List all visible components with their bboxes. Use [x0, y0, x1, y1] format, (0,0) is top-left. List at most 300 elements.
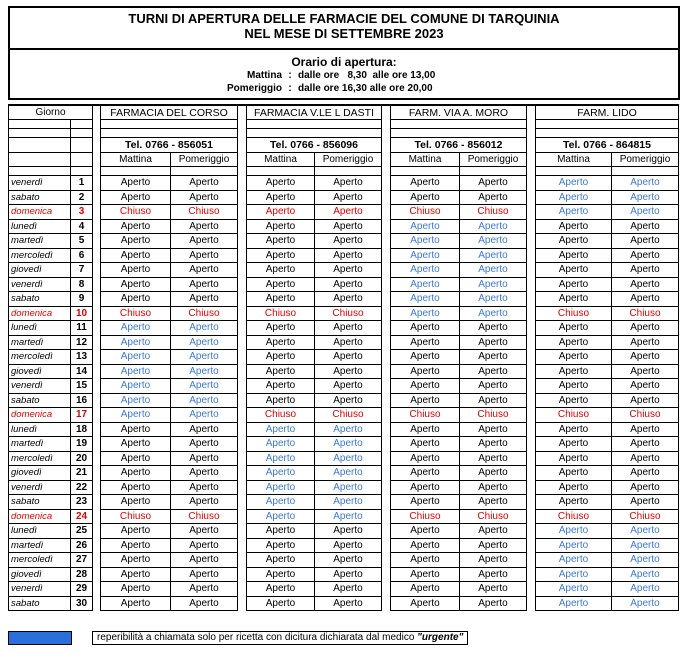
afternoon-status: Aperto	[315, 466, 382, 481]
column-gap	[93, 408, 101, 423]
day-number: 19	[71, 437, 93, 452]
morning-status: Chiuso	[101, 306, 171, 321]
day-number: 16	[71, 393, 93, 408]
day-row	[9, 205, 679, 220]
day-row	[9, 350, 679, 365]
column-gap	[382, 248, 391, 263]
column-gap	[238, 350, 247, 365]
morning-status: Aperto	[391, 248, 460, 263]
weekday: venerdì	[9, 277, 71, 292]
morning-status: Aperto	[247, 263, 315, 278]
afternoon-status: Aperto	[171, 393, 238, 408]
day-row	[9, 393, 679, 408]
day-row	[9, 176, 679, 191]
afternoon-status: Aperto	[460, 466, 527, 481]
morning-status: Aperto	[101, 219, 171, 234]
column-gap	[382, 152, 391, 167]
morning-status: Aperto	[247, 219, 315, 234]
afternoon-status: Aperto	[315, 234, 382, 249]
spacer-cell	[9, 120, 71, 129]
morning-status: Aperto	[101, 495, 171, 510]
morning-status: Aperto	[536, 205, 612, 220]
morning-status: Aperto	[391, 567, 460, 582]
weekday: mercoledì	[9, 451, 71, 466]
column-gap	[93, 509, 101, 524]
afternoon-status: Aperto	[612, 321, 679, 336]
separator: :	[288, 83, 292, 94]
afternoon-status: Aperto	[612, 335, 679, 350]
column-gap	[93, 263, 101, 278]
morning-status: Aperto	[391, 538, 460, 553]
column-gap	[93, 138, 101, 153]
afternoon-status: Aperto	[315, 553, 382, 568]
afternoon-status: Aperto	[315, 538, 382, 553]
spacer-cell	[315, 167, 382, 176]
column-gap	[527, 292, 536, 307]
weekday: giovedì	[9, 263, 71, 278]
column-gap	[382, 205, 391, 220]
day-number: 18	[71, 422, 93, 437]
afternoon-status: Aperto	[315, 248, 382, 263]
column-gap	[382, 480, 391, 495]
pharmacy-name-4: FARM. LIDO	[536, 105, 679, 120]
afternoon-status: Aperto	[612, 248, 679, 263]
afternoon-status: Aperto	[315, 364, 382, 379]
morning-status: Aperto	[391, 263, 460, 278]
morning-status: Aperto	[536, 553, 612, 568]
morning-status: Aperto	[391, 292, 460, 307]
afternoon-status: Aperto	[612, 524, 679, 539]
column-gap	[527, 350, 536, 365]
column-gap	[93, 524, 101, 539]
morning-status: Aperto	[247, 524, 315, 539]
column-gap	[527, 321, 536, 336]
column-gap	[238, 582, 247, 597]
morning-status: Aperto	[391, 350, 460, 365]
morning-status: Aperto	[391, 553, 460, 568]
morning-status: Aperto	[536, 335, 612, 350]
afternoon-status: Aperto	[612, 567, 679, 582]
afternoon-status: Aperto	[315, 596, 382, 611]
afternoon-status: Aperto	[612, 393, 679, 408]
column-gap	[527, 524, 536, 539]
weekday: mercoledì	[9, 553, 71, 568]
afternoon-status: Aperto	[612, 596, 679, 611]
afternoon-status: Aperto	[315, 277, 382, 292]
afternoon-status: Aperto	[315, 495, 382, 510]
afternoon-status: Aperto	[612, 422, 679, 437]
afternoon-status: Aperto	[315, 393, 382, 408]
afternoon-status: Aperto	[171, 582, 238, 597]
weekday: lunedì	[9, 524, 71, 539]
weekday: giovedì	[9, 466, 71, 481]
afternoon-status: Aperto	[612, 176, 679, 191]
column-gap	[93, 495, 101, 510]
morning-status: Aperto	[247, 451, 315, 466]
afternoon-status: Chiuso	[171, 306, 238, 321]
morning-status: Aperto	[391, 466, 460, 481]
weekday: lunedì	[9, 422, 71, 437]
weekday: venerdì	[9, 176, 71, 191]
morning-status: Aperto	[247, 480, 315, 495]
day-number: 8	[71, 277, 93, 292]
afternoon-status: Aperto	[460, 306, 527, 321]
weekday: giovedì	[9, 567, 71, 582]
column-gap	[527, 263, 536, 278]
column-gap	[238, 553, 247, 568]
day-row	[9, 538, 679, 553]
day-row	[9, 234, 679, 249]
column-gap	[527, 437, 536, 452]
spacer-cell	[101, 120, 238, 129]
morning-status: Aperto	[101, 582, 171, 597]
day-row	[9, 277, 679, 292]
afternoon-status: Aperto	[460, 422, 527, 437]
day-number: 2	[71, 190, 93, 205]
column-gap	[382, 321, 391, 336]
afternoon-status: Aperto	[460, 538, 527, 553]
column-gap	[238, 190, 247, 205]
column-gap	[382, 129, 391, 138]
column-gap	[238, 167, 247, 176]
morning-status: Aperto	[536, 321, 612, 336]
afternoon-status: Aperto	[171, 451, 238, 466]
weekday: martedì	[9, 234, 71, 249]
pharmacy-name-3: FARM. VIA A. MORO	[391, 105, 527, 120]
morning-status: Aperto	[101, 350, 171, 365]
afternoon-status: Aperto	[612, 277, 679, 292]
pharmacy-tel-4: Tel. 0766 - 864815	[536, 138, 679, 153]
column-gap	[527, 466, 536, 481]
morning-status: Aperto	[101, 292, 171, 307]
spacer-cell	[536, 129, 679, 138]
morning-status: Aperto	[536, 495, 612, 510]
day-row	[9, 437, 679, 452]
column-gap	[93, 105, 101, 120]
day-number: 5	[71, 234, 93, 249]
morning-status: Aperto	[536, 538, 612, 553]
morning-status: Chiuso	[247, 408, 315, 423]
column-gap	[93, 335, 101, 350]
day-number: 4	[71, 219, 93, 234]
afternoon-status: Chiuso	[315, 306, 382, 321]
column-gap	[238, 480, 247, 495]
morning-status: Aperto	[536, 596, 612, 611]
pharmacy-tel-3: Tel. 0766 - 856012	[391, 138, 527, 153]
afternoon-status: Aperto	[612, 364, 679, 379]
afternoon-status: Aperto	[315, 190, 382, 205]
afternoon-status: Chiuso	[460, 205, 527, 220]
schedule-table	[8, 104, 679, 611]
column-gap	[238, 321, 247, 336]
column-gap	[238, 596, 247, 611]
column-gap	[238, 466, 247, 481]
morning-status: Aperto	[536, 466, 612, 481]
column-gap	[527, 538, 536, 553]
day-row	[9, 263, 679, 278]
separator: :	[288, 70, 292, 81]
day-row	[9, 451, 679, 466]
morning-status: Aperto	[101, 364, 171, 379]
afternoon-status: Aperto	[460, 350, 527, 365]
weekday: lunedì	[9, 321, 71, 336]
column-gap	[527, 335, 536, 350]
day-column-header: Giorno	[9, 105, 93, 120]
day-row	[9, 480, 679, 495]
column-gap	[382, 167, 391, 176]
column-gap	[93, 176, 101, 191]
morning-status: Aperto	[391, 364, 460, 379]
afternoon-status: Aperto	[460, 451, 527, 466]
morning-status: Aperto	[536, 277, 612, 292]
afternoon-status: Chiuso	[460, 509, 527, 524]
morning-status: Aperto	[101, 277, 171, 292]
spacer-cell	[460, 167, 527, 176]
afternoon-status: Aperto	[460, 524, 527, 539]
column-gap	[382, 582, 391, 597]
column-gap	[238, 248, 247, 263]
spacer-cell	[9, 138, 71, 153]
morning-status: Aperto	[101, 422, 171, 437]
column-gap	[93, 234, 101, 249]
column-gap	[93, 190, 101, 205]
afternoon-status: Aperto	[171, 466, 238, 481]
morning-status: Chiuso	[536, 306, 612, 321]
afternoon-status: Aperto	[460, 596, 527, 611]
day-number: 14	[71, 364, 93, 379]
weekday: lunedì	[9, 219, 71, 234]
spacer-cell	[391, 120, 527, 129]
afternoon-status: Aperto	[171, 350, 238, 365]
column-gap	[527, 306, 536, 321]
pharmacy-name-1: FARMACIA DEL CORSO	[101, 105, 238, 120]
morning-status: Aperto	[101, 176, 171, 191]
legend-swatch	[8, 631, 72, 645]
spacer-cell	[9, 167, 71, 176]
morning-status: Aperto	[247, 379, 315, 394]
morning-status: Aperto	[391, 437, 460, 452]
column-gap	[93, 596, 101, 611]
morning-status: Chiuso	[536, 408, 612, 423]
afternoon-status: Aperto	[315, 582, 382, 597]
afternoon-status: Aperto	[171, 553, 238, 568]
afternoon-status: Chiuso	[171, 509, 238, 524]
column-gap	[382, 105, 391, 120]
column-gap	[93, 567, 101, 582]
spacer-cell	[247, 120, 382, 129]
afternoon-status: Aperto	[612, 379, 679, 394]
spacer-cell	[391, 167, 460, 176]
day-row	[9, 466, 679, 481]
morning-status: Aperto	[247, 350, 315, 365]
morning-status: Aperto	[101, 466, 171, 481]
spacer-cell	[71, 152, 93, 167]
morning-status: Aperto	[391, 480, 460, 495]
spacer-cell	[536, 120, 679, 129]
column-gap	[527, 205, 536, 220]
day-number: 15	[71, 379, 93, 394]
afternoon-label: Pomeriggio	[226, 83, 282, 94]
spacer-cell	[247, 129, 382, 138]
morning-header: Mattina	[391, 152, 460, 167]
column-gap	[527, 167, 536, 176]
morning-status: Aperto	[101, 234, 171, 249]
spacer-cell	[171, 167, 238, 176]
morning-status: Aperto	[247, 393, 315, 408]
opening-hours-box	[8, 50, 680, 100]
day-row	[9, 567, 679, 582]
weekday: mercoledì	[9, 350, 71, 365]
day-row	[9, 495, 679, 510]
column-gap	[527, 190, 536, 205]
morning-status: Aperto	[536, 248, 612, 263]
weekday: mercoledì	[9, 248, 71, 263]
column-gap	[527, 553, 536, 568]
pharmacy-schedule-page	[8, 6, 680, 650]
afternoon-status: Aperto	[612, 292, 679, 307]
morning-status: Aperto	[101, 524, 171, 539]
morning-status: Aperto	[247, 538, 315, 553]
title-box	[8, 6, 680, 50]
day-number: 27	[71, 553, 93, 568]
column-gap	[382, 219, 391, 234]
column-gap	[382, 176, 391, 191]
afternoon-status: Aperto	[612, 553, 679, 568]
day-number: 10	[71, 306, 93, 321]
column-gap	[238, 451, 247, 466]
afternoon-status: Aperto	[612, 190, 679, 205]
column-gap	[93, 350, 101, 365]
afternoon-status: Aperto	[612, 451, 679, 466]
morning-status: Aperto	[247, 190, 315, 205]
column-gap	[527, 120, 536, 129]
day-row	[9, 190, 679, 205]
afternoon-status: Aperto	[460, 379, 527, 394]
column-gap	[527, 509, 536, 524]
morning-status: Aperto	[247, 495, 315, 510]
day-row	[9, 524, 679, 539]
column-gap	[382, 263, 391, 278]
column-gap	[238, 105, 247, 120]
spacer-cell	[101, 167, 171, 176]
column-gap	[93, 466, 101, 481]
column-gap	[93, 451, 101, 466]
morning-status: Aperto	[391, 596, 460, 611]
afternoon-status: Aperto	[460, 567, 527, 582]
column-gap	[382, 596, 391, 611]
afternoon-status: Chiuso	[315, 408, 382, 423]
column-gap	[238, 509, 247, 524]
column-gap	[527, 422, 536, 437]
day-number: 7	[71, 263, 93, 278]
weekday: martedì	[9, 538, 71, 553]
morning-status: Aperto	[247, 205, 315, 220]
column-gap	[527, 582, 536, 597]
column-gap	[93, 129, 101, 138]
afternoon-status: Aperto	[460, 190, 527, 205]
weekday: domenica	[9, 408, 71, 423]
weekday: sabato	[9, 596, 71, 611]
morning-status: Aperto	[391, 582, 460, 597]
weekday: sabato	[9, 393, 71, 408]
afternoon-header: Pomeriggio	[460, 152, 527, 167]
column-gap	[238, 393, 247, 408]
morning-status: Aperto	[536, 190, 612, 205]
column-gap	[527, 277, 536, 292]
weekday: domenica	[9, 306, 71, 321]
afternoon-status: Aperto	[460, 553, 527, 568]
column-gap	[238, 408, 247, 423]
spacer-cell	[391, 129, 527, 138]
afternoon-header: Pomeriggio	[171, 152, 238, 167]
morning-status: Aperto	[101, 379, 171, 394]
afternoon-status: Aperto	[315, 509, 382, 524]
morning-status: Aperto	[101, 190, 171, 205]
column-gap	[382, 234, 391, 249]
afternoon-hours-line	[10, 82, 678, 95]
afternoon-status: Aperto	[460, 495, 527, 510]
morning-status: Aperto	[101, 321, 171, 336]
day-number: 25	[71, 524, 93, 539]
morning-status: Aperto	[391, 495, 460, 510]
afternoon-status: Aperto	[612, 538, 679, 553]
column-gap	[382, 408, 391, 423]
column-gap	[382, 138, 391, 153]
column-gap	[238, 234, 247, 249]
morning-status: Aperto	[247, 596, 315, 611]
afternoon-status: Aperto	[315, 263, 382, 278]
column-gap	[527, 138, 536, 153]
column-gap	[93, 205, 101, 220]
column-gap	[238, 152, 247, 167]
day-number: 13	[71, 350, 93, 365]
day-row	[9, 248, 679, 263]
morning-status: Aperto	[247, 437, 315, 452]
column-gap	[238, 138, 247, 153]
afternoon-status: Aperto	[171, 277, 238, 292]
column-gap	[238, 364, 247, 379]
afternoon-status: Aperto	[612, 437, 679, 452]
afternoon-status: Aperto	[612, 466, 679, 481]
morning-status: Aperto	[391, 277, 460, 292]
morning-status: Aperto	[101, 553, 171, 568]
morning-status: Chiuso	[391, 509, 460, 524]
morning-status: Aperto	[391, 190, 460, 205]
afternoon-status: Aperto	[315, 451, 382, 466]
afternoon-status: Aperto	[315, 350, 382, 365]
afternoon-status: Aperto	[171, 190, 238, 205]
morning-status: Aperto	[247, 364, 315, 379]
morning-status: Aperto	[536, 567, 612, 582]
morning-status: Aperto	[101, 263, 171, 278]
morning-status: Aperto	[247, 176, 315, 191]
morning-status: Aperto	[536, 393, 612, 408]
morning-status: Aperto	[391, 379, 460, 394]
column-gap	[527, 248, 536, 263]
column-gap	[238, 205, 247, 220]
afternoon-status: Aperto	[612, 219, 679, 234]
column-gap	[527, 105, 536, 120]
spacer-cell	[71, 138, 93, 153]
afternoon-status: Chiuso	[612, 408, 679, 423]
afternoon-status: Aperto	[612, 582, 679, 597]
column-gap	[382, 277, 391, 292]
column-gap	[382, 567, 391, 582]
spacer-cell	[71, 167, 93, 176]
morning-header: Mattina	[247, 152, 315, 167]
column-gap	[382, 553, 391, 568]
column-gap	[93, 364, 101, 379]
